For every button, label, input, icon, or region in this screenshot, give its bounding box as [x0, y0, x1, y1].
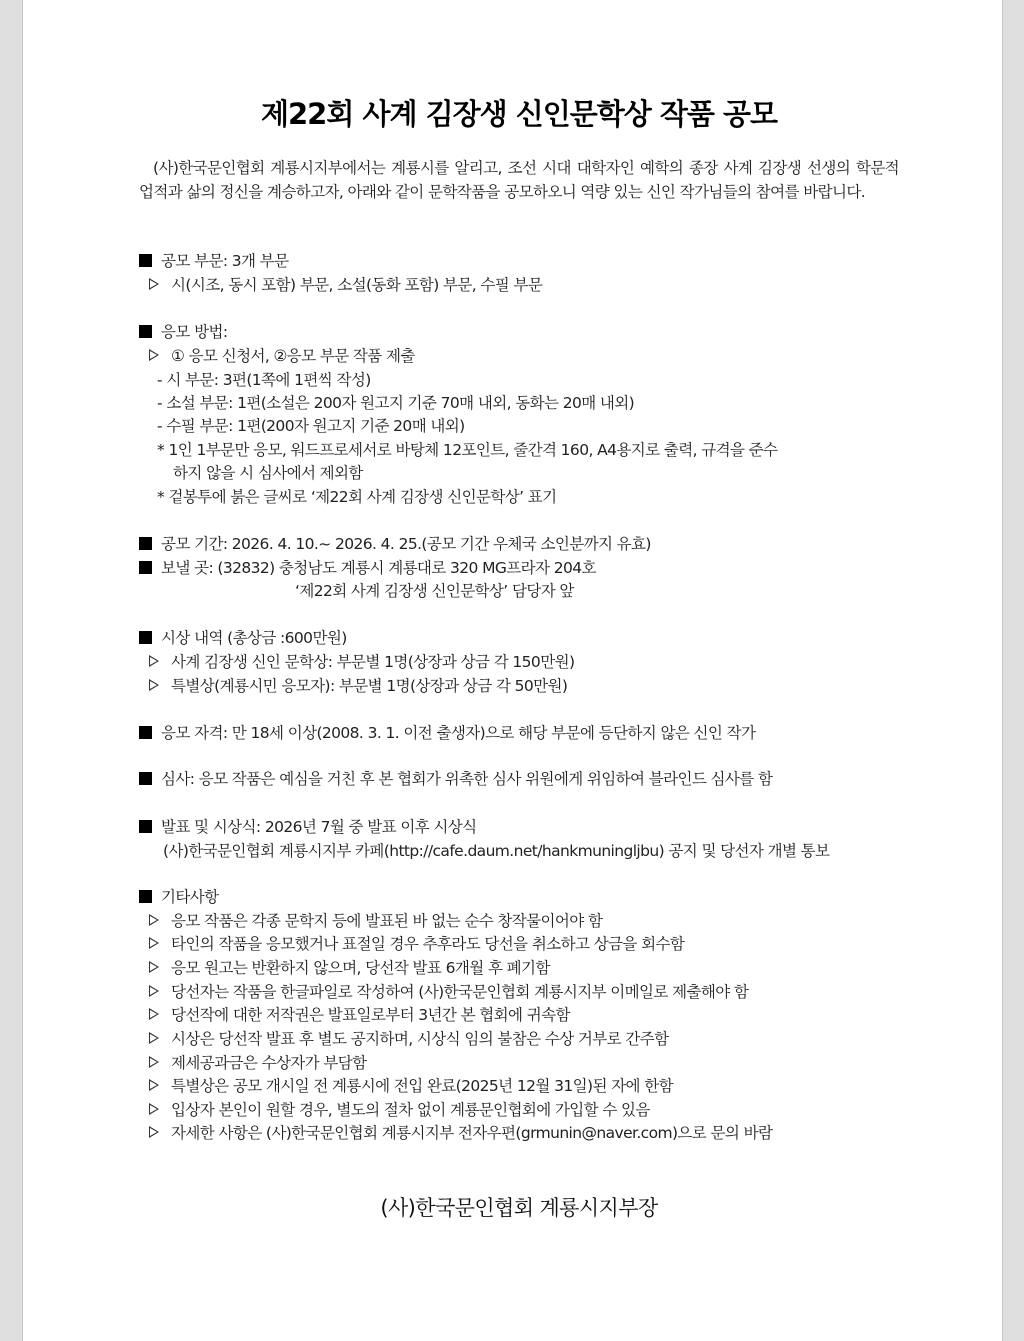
misc-item: 당선작에 대한 저작권은 발표일로부터 3년간 본 협회에 귀속함 [139, 1004, 570, 1026]
section-period [139, 533, 651, 555]
section-category [139, 250, 288, 272]
misc-item: 타인의 작품을 응모했거나 표절일 경우 추후라도 당선을 취소하고 상금을 회수함 [139, 933, 684, 955]
address-recipient: ‘제22회 사계 김장생 신인문학상’ 담당자 앞 [295, 582, 574, 600]
square-bullet-icon [139, 631, 152, 644]
triangle-bullet-icon [149, 961, 159, 973]
section-announcement [139, 816, 477, 838]
section-address-heading: 보낼 곳: (32832) 충청남도 계룡시 계룡대로 320 MG프라자 204호 [161, 559, 596, 577]
section-misc [139, 886, 219, 908]
section-judging [139, 768, 772, 790]
triangle-bullet-icon [149, 985, 159, 997]
intro-paragraph: (사)한국문인협회 계룡시지부에서는 계룡시를 알리고, 조선 시대 대학자인 예학의 종장 사계 김장생 선생의 학문적 업적과 삶의 정신을 계승하고자, 아래와 같이 문학작품을 공모하오니 역량 있는 신인 작가님들의 참여를 바랍니다. [139, 159, 899, 201]
section-misc-heading: 기타사항 [161, 888, 219, 906]
square-bullet-icon [139, 820, 152, 833]
triangle-bullet-icon [149, 655, 159, 667]
section-awards [139, 627, 347, 649]
square-bullet-icon [139, 561, 152, 574]
section-method [139, 321, 227, 343]
triangle-bullet-icon [149, 1103, 159, 1115]
method-detail: - 수필 부문: 1편(200자 원고지 기준 20매 내외) [157, 417, 465, 435]
method-detail: * 1인 1부문만 응모, 워드프로세서로 바탕체 12포인트, 줄간격 160, A4용지로 출력, 규격을 준수 [157, 441, 778, 459]
method-detail: * 겉봉투에 붉은 글씨로 ‘제22회 사계 김장생 신인문학상’ 표기 [157, 488, 557, 506]
document-title: 제22회 사계 김장생 신인문학상 작품 공모 [260, 97, 778, 131]
section-period-heading: 공모 기간: 2026. 4. 10.~ 2026. 4. 25.(공모 기간 우체국 소인분까지 유효) [161, 535, 651, 553]
square-bullet-icon [139, 772, 152, 785]
triangle-bullet-icon [149, 937, 159, 949]
section-category-heading: 공모 부문: 3개 부문 [161, 252, 289, 270]
square-bullet-icon [139, 254, 152, 267]
square-bullet-icon [139, 726, 152, 739]
section-eligibility-heading: 응모 자격: 만 18세 이상(2008. 3. 1. 이전 출생자)으로 해당 부문에 등단하지 않은 신인 작가 [161, 724, 756, 742]
triangle-bullet-icon [149, 1126, 159, 1138]
triangle-bullet-icon [149, 1008, 159, 1020]
misc-item: 특별상은 공모 개시일 전 계룡시에 전입 완료(2025년 12월 31일)된 자에 한함 [139, 1075, 673, 1097]
misc-item: 입상자 본인이 원할 경우, 별도의 절차 없이 계룡문인협회에 가입할 수 있음 [139, 1099, 650, 1121]
document-page [22, 0, 1003, 1341]
triangle-bullet-icon [149, 349, 159, 361]
misc-item: 시상은 당선작 발표 후 별도 공지하며, 시상식 임의 불참은 수상 거부로 간주함 [139, 1028, 669, 1050]
triangle-bullet-icon [149, 278, 159, 290]
misc-item: 응모 원고는 반환하지 않으며, 당선작 발표 6개월 후 폐기함 [139, 957, 550, 979]
triangle-bullet-icon [149, 914, 159, 926]
triangle-bullet-icon [149, 1056, 159, 1068]
square-bullet-icon [139, 537, 152, 550]
section-judging-heading: 심사: 응모 작품은 예심을 거친 후 본 협회가 위촉한 심사 위원에게 위임하여 블라인드 심사를 함 [161, 770, 773, 788]
misc-item: 자세한 사항은 (사)한국문인협회 계룡시지부 전자우편(grmunin@naver.com)으로 문의 바람 [139, 1122, 772, 1144]
section-method-heading: 응모 방법: [161, 323, 228, 341]
method-detail: 하지 않을 시 심사에서 제외함 [173, 464, 363, 482]
announcement-detail: (사)한국문인협회 계룡시지부 카페(http://cafe.daum.net/hankmuningljbu) 공지 및 당선자 개별 통보 [163, 842, 830, 860]
misc-item: 응모 작품은 각종 문학지 등에 발표된 바 없는 순수 창작물이어야 함 [139, 910, 602, 932]
triangle-bullet-icon [149, 1032, 159, 1044]
awards-item: 특별상(계룡시민 응모자): 부문별 1명(상장과 상금 각 50만원) [139, 675, 567, 697]
method-item: ① 응모 신청서, ②응모 부문 작품 제출 [139, 345, 415, 367]
section-announcement-heading: 발표 및 시상식: 2026년 7월 중 발표 이후 시상식 [161, 818, 477, 836]
misc-item: 제세공과금은 수상자가 부담함 [139, 1052, 367, 1074]
section-address [139, 557, 596, 579]
method-detail: - 시 부문: 3편(1쪽에 1편씩 작성) [157, 371, 371, 389]
awards-item: 사계 김장생 신인 문학상: 부문별 1명(상장과 상금 각 150만원) [139, 651, 574, 673]
triangle-bullet-icon [149, 1079, 159, 1091]
document-signature: (사)한국문인협회 계룡시지부장 [380, 1196, 658, 1220]
section-eligibility [139, 722, 755, 744]
square-bullet-icon [139, 325, 152, 338]
section-awards-heading: 시상 내역 (총상금 :600만원) [161, 629, 347, 647]
square-bullet-icon [139, 890, 152, 903]
category-item: 시(시조, 동시 포함) 부문, 소설(동화 포함) 부문, 수필 부문 [139, 274, 542, 296]
triangle-bullet-icon [149, 679, 159, 691]
misc-item: 당선자는 작품을 한글파일로 작성하여 (사)한국문인협회 계룡시지부 이메일로 제출해야 함 [139, 981, 748, 1003]
method-detail: - 소설 부문: 1편(소설은 200자 원고지 기준 70매 내외, 동화는 20매 내외) [157, 394, 635, 412]
